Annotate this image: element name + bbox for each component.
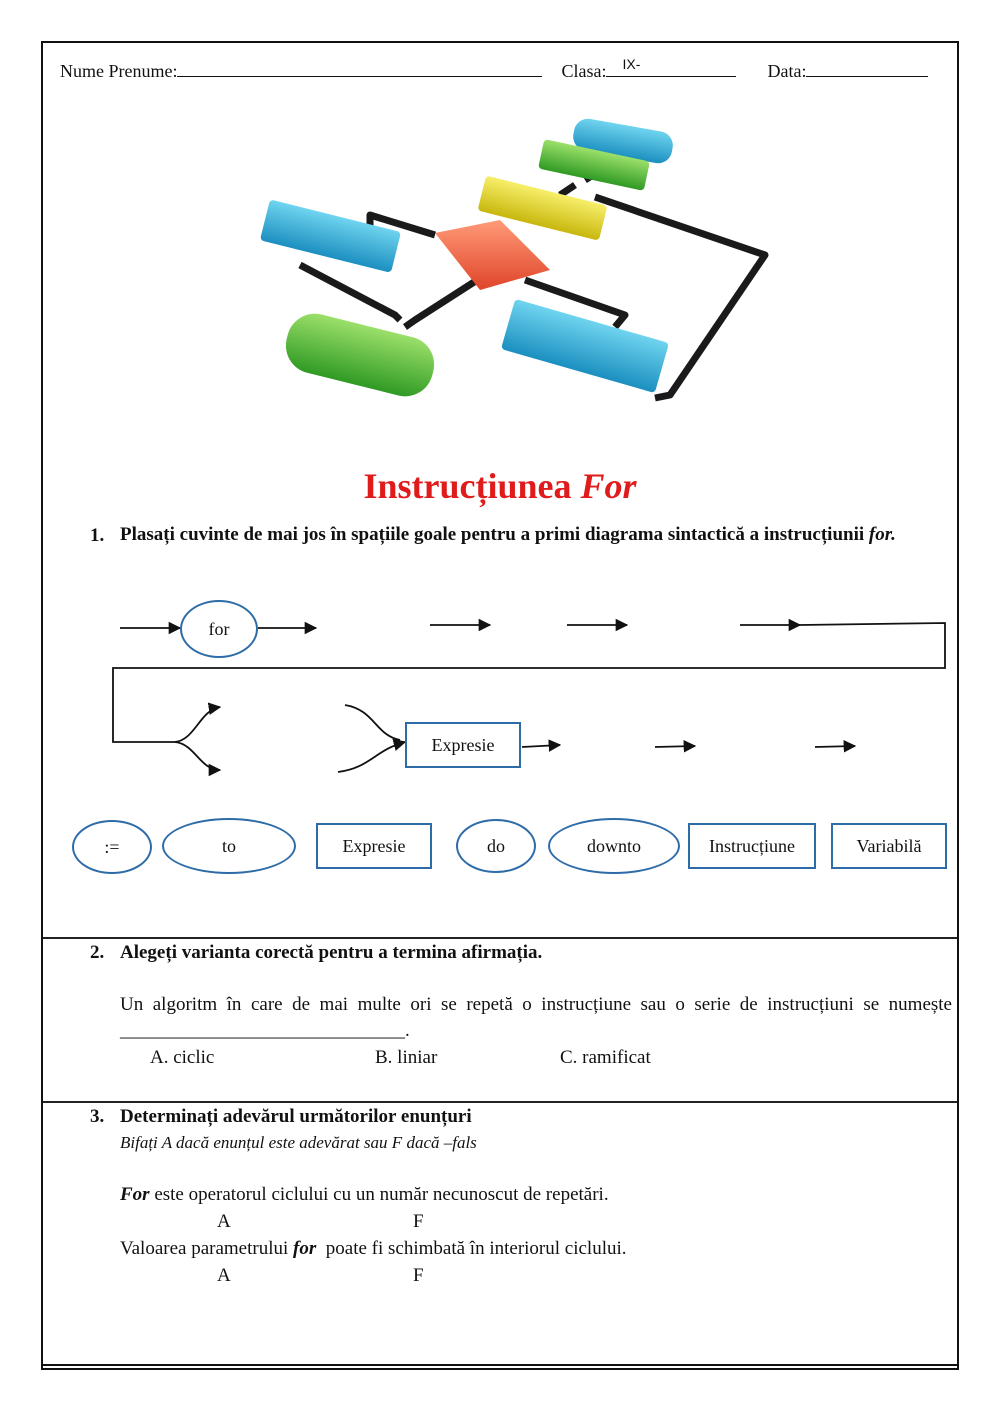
q2-answer-blank[interactable]: ______________________________. bbox=[120, 1020, 410, 1041]
class-value: IX- bbox=[622, 56, 641, 72]
title-italic: For bbox=[580, 466, 637, 506]
word-do-oval[interactable]: do bbox=[456, 819, 536, 873]
title-main: Instrucțiunea bbox=[363, 466, 572, 506]
q3-s1-option-a[interactable]: A bbox=[217, 1211, 231, 1232]
q1-text-italic: for. bbox=[868, 524, 896, 545]
q2-option-b[interactable]: B. liniar bbox=[375, 1047, 438, 1068]
name-blank[interactable] bbox=[177, 60, 542, 77]
q2-option-c[interactable]: C. ramificat bbox=[560, 1047, 651, 1068]
diagram-branch-down bbox=[175, 742, 220, 770]
q3-number: 3. bbox=[90, 1106, 105, 1127]
class-blank[interactable] bbox=[606, 56, 736, 77]
name-label: Nume Prenume: bbox=[60, 61, 178, 81]
word-instructiune-box[interactable]: Instrucțiune bbox=[688, 823, 816, 869]
q3-s2-pre: Valoarea parametrului bbox=[120, 1238, 294, 1259]
divider bbox=[43, 937, 957, 939]
q3-s2-rest: poate fi schimbată în interiorul ciclului. bbox=[316, 1238, 627, 1259]
diagram-merge-upper bbox=[345, 705, 400, 740]
diagram-expresie-box: Expresie bbox=[405, 722, 521, 768]
q2-sentence bbox=[120, 992, 952, 1044]
page-frame-double-line bbox=[41, 1364, 959, 1366]
q3-text: Determinați adevărul următorilor enunțuri bbox=[120, 1106, 472, 1127]
date-label: Data: bbox=[767, 61, 807, 81]
flowchart-3d-icon bbox=[255, 115, 785, 415]
diagram-for-oval: for bbox=[180, 600, 258, 658]
q1-text-main: Plasați cuvinte de mai jos în spațiile goale pentru a primi diagrama sintactică a instrucțiunii bbox=[120, 524, 865, 545]
q3-statement-2 bbox=[120, 1238, 627, 1260]
q3-s1-rest: este operatorul ciclului cu un număr necunoscut de repetări. bbox=[149, 1184, 609, 1205]
diagram-arrow bbox=[815, 746, 855, 747]
word-expresie-box[interactable]: Expresie bbox=[316, 823, 432, 869]
q3-s1-option-f[interactable]: F bbox=[413, 1211, 424, 1232]
q2-option-a[interactable]: A. ciclic bbox=[150, 1047, 215, 1068]
divider bbox=[43, 1101, 957, 1103]
q2-text: Alegeți varianta corectă pentru a termina afirmația. bbox=[120, 942, 543, 963]
diagram-merge-lower bbox=[338, 742, 405, 772]
q1-text bbox=[120, 521, 952, 548]
class-label: Clasa: bbox=[561, 61, 607, 81]
page-title bbox=[0, 465, 1000, 507]
q3-s2-option-a[interactable]: A bbox=[217, 1265, 231, 1286]
word-variabila-box[interactable]: Variabilă bbox=[831, 823, 947, 869]
q2-number: 2. bbox=[90, 942, 105, 963]
q3-statement-1 bbox=[120, 1184, 609, 1206]
q2-sentence-text: Un algoritm în care de mai multe ori se repetă o instrucțiune sau o serie de instrucțiuni se numește bbox=[120, 994, 952, 1015]
q3-instruction: Bifați A dacă enunțul este adevărat sau F dacă –fals bbox=[120, 1133, 477, 1152]
q1-number: 1. bbox=[90, 525, 105, 546]
word-assign-oval[interactable]: := bbox=[72, 820, 152, 874]
date-blank[interactable] bbox=[806, 60, 928, 77]
q3-s1-bold: For bbox=[120, 1184, 150, 1205]
diagram-arrow bbox=[522, 745, 560, 747]
header-row bbox=[60, 56, 950, 82]
diagram-arrow bbox=[655, 746, 695, 747]
q3-s2-option-f[interactable]: F bbox=[413, 1265, 424, 1286]
q3-s2-bold: for bbox=[293, 1238, 317, 1259]
word-downto-oval[interactable]: downto bbox=[548, 818, 680, 874]
word-to-oval[interactable]: to bbox=[162, 818, 296, 874]
diagram-branch-up bbox=[175, 707, 220, 742]
